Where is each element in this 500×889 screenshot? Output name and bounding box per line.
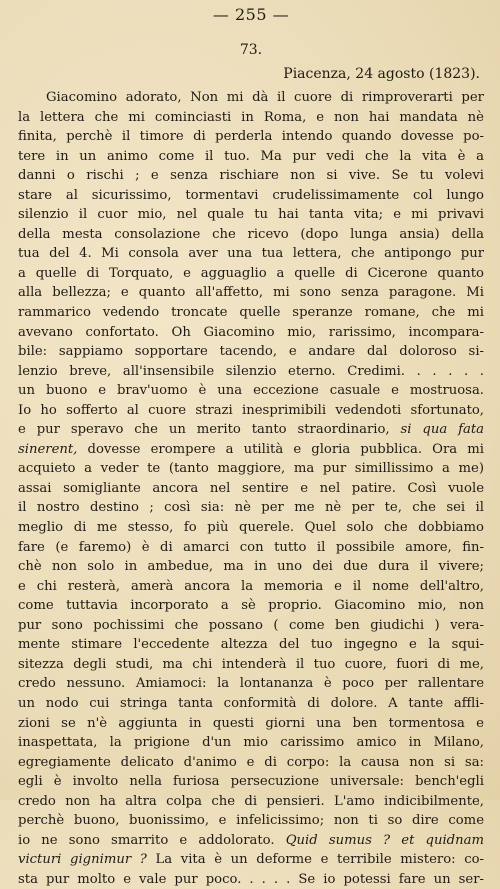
text-line [18,420,484,440]
line-text: sitezza degli studi, ma chi intenderà il tuo cuore, fuori di me, [18,656,484,672]
line-text: silenzio il cuor mio, nel quale tu hai tanta vita; e mi privavi [18,207,484,223]
text-line [18,264,484,284]
text-line [18,401,484,421]
text-line [18,538,484,558]
line-text: e pur speravo che un merito tanto straordinario, [18,422,390,438]
line-text: chè non solo in ambedue, ma in uno dei due dura il vivere; [18,559,484,575]
line-text: danni o rischi ; e senza rischiare non si vive. Se tu volevi [18,168,484,184]
text-line [18,753,484,773]
text-line [18,323,484,343]
line-text: pur sono pochissimi che possano ( come ben giudichi ) vera- [18,617,484,633]
line-text: sta pur molto e vale pur poco. . . . . Se io potessi fare un ser- [18,871,484,887]
line-text: come tuttavia incorporato a sè proprio. Giacomino mio, non [18,598,484,614]
line-text: bile: sappiamo sopportare tacendo, e andare dal doloroso si- [18,344,484,360]
line-text: lenzio breve, all'insensibile silenzio eterno. Credimi. . . . . . [18,363,484,379]
text-line [18,870,484,889]
text-line [18,479,484,499]
line-text: tua del 4. Mi consola aver una tua lettera, che antipongo pur [18,246,484,262]
line-text: assai somigliante ancora nel sentire e nel patire. Così vuole [18,480,484,496]
latin-phrase: Quid sumus ? et quidnam [274,832,484,848]
text-line [18,244,484,264]
line-text: fare (e faremo) è di amarci con tutto il possibile amore, fin- [18,539,484,555]
line-text: credo non ha altra colpa che di pensieri. L'amo indicibilmente, [18,793,484,809]
book-page [18,6,484,889]
line-text: egli è involto nella furiosa persecuzione universale: bench'egli [18,774,484,790]
line-text: acquieto a veder te (tanto maggiore, ma pur simillissimo a me) [18,461,484,477]
text-line [18,498,484,518]
page-number: — 255 — [212,5,290,24]
text-line [18,127,484,147]
line-text: Giacomino adorato, Non mi dà il cuore di rimproverarti per [46,90,484,105]
text-line [18,655,484,675]
text-line [18,792,484,812]
letter-body [18,88,484,889]
line-text: la lettera che mi cominciasti in Roma, e non hai mandata nè [18,109,484,125]
line-text: avevano confortato. Oh Giacomino mio, rarissimo, incompara- [18,324,484,340]
line-text: finita, perchè il timore di perderla intendo quando dovesse po- [18,129,484,145]
text-line [18,518,484,538]
line-text: egregiamente delicato d'animo e di corpo: la causa non si sa: [18,754,484,770]
text-line [18,635,484,655]
line-text: perchè buono, buonissimo, e infelicissimo; non ti so dire come [18,813,484,829]
line-text: dovesse erompere a utilità e gloria pubblica. Ora mi [77,441,484,457]
line-text: il nostro destino ; così sia: nè per me nè per te, che sei il [18,500,484,516]
line-text: Io ho sofferto al cuore strazi inesprimibili vedendoti sfortunato, [18,402,484,418]
line-text: rammarico vedendo troncate quelle speranze romane, che mi [18,305,484,321]
text-line [18,166,484,186]
text-line [18,147,484,167]
line-text: mente stimare l'eccedente altezza del tuo ingegno e la squi- [18,637,484,653]
line-text: stare al sicurissimo, tormentavi crudelissimamente col lungo [18,187,484,203]
line-text: credo nessuno. Amiamoci: la lontananza è poco per rallentare [18,676,484,692]
text-line [18,674,484,694]
line-text: a quelle di Torquato, e agguaglio a quelle di Cicerone quanto [18,265,484,281]
dateline: Piacenza, 24 agosto (1823). [283,66,480,82]
latin-phrase: sinerent, [18,441,78,457]
text-line [18,733,484,753]
text-line [18,283,484,303]
latin-phrase: victuri gignimur ? [18,852,147,868]
text-line [18,772,484,792]
line-text: alla bellezza; e quanto all'affetto, mi sono senza paragone. Mi [18,285,484,301]
text-line [18,440,484,460]
text-line [18,577,484,597]
line-text: inaspettata, la prigione d'un mio carissimo amico in Milano, [18,735,484,751]
line-text: tere in un animo come il tuo. Ma pur vedi che la vita è a [18,148,484,164]
text-line [18,381,484,401]
text-line [18,557,484,577]
line-text: della mesta consolazione che ricevo (dopo lunga ansia) della [18,226,484,242]
text-line [18,459,484,479]
text-line [18,186,484,206]
text-line [18,616,484,636]
line-text: io ne sono smarrito e addolorato. [18,832,275,848]
text-line [18,342,484,362]
line-text: meglio di me stesso, fo più querele. Quel solo che dobbiamo [18,520,484,536]
text-line [18,694,484,714]
text-line [18,303,484,323]
line-text: e chi resterà, amerà ancora la memoria e il nome dell'altro, [18,578,484,594]
latin-phrase: si qua fata [389,422,484,438]
text-line [18,811,484,831]
text-line [18,850,484,870]
text-line [18,831,484,851]
text-line [18,108,484,128]
line-text: zioni se n'è aggiunta in questi giorni una ben tormentosa e [18,715,484,731]
text-line [18,88,484,108]
line-text: un buono e brav'uomo è una eccezione casuale e mostruosa. [18,383,484,399]
text-line [18,362,484,382]
text-line [18,714,484,734]
text-line [18,596,484,616]
line-text: un nodo cui stringa tanta conformità di dolore. A tante affli- [18,695,484,711]
text-line [18,225,484,245]
text-line [18,205,484,225]
letter-number: 73. [239,42,263,58]
line-text: La vita è un deforme e terribile mistero: co- [146,852,484,868]
